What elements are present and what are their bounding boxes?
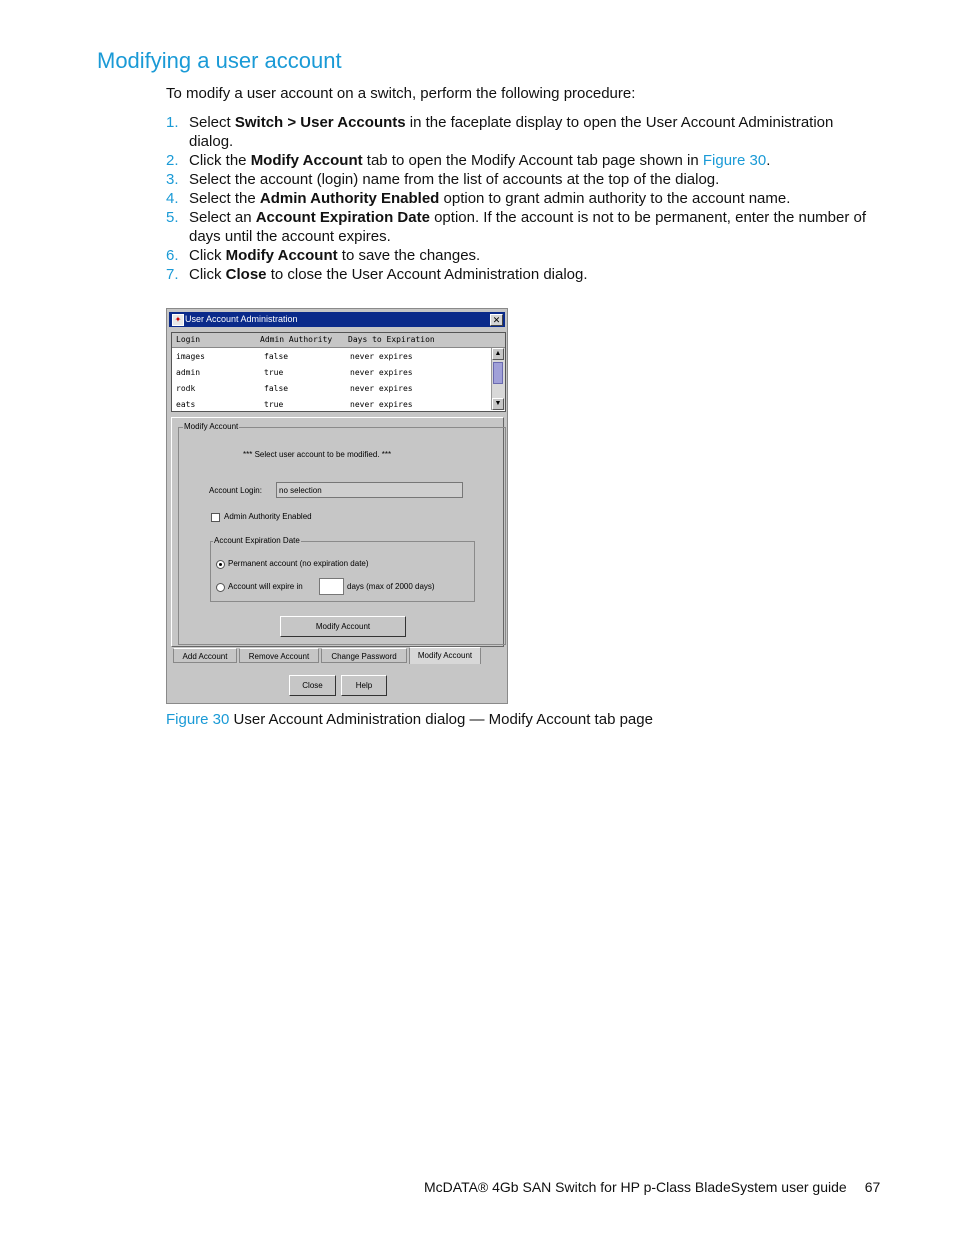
step-text: option to grant admin authority to the account name. (439, 190, 791, 207)
step-number: 2. (166, 152, 179, 169)
cell-login: images (176, 352, 205, 361)
page-footer (424, 1179, 880, 1195)
step-text: Click (189, 266, 226, 283)
step-1 (166, 113, 878, 151)
modify-account-button[interactable]: Modify Account (280, 616, 406, 637)
step-bold: Switch > User Accounts (234, 114, 406, 131)
page-number: 67 (864, 1179, 881, 1195)
tab-add-account[interactable]: Add Account (173, 648, 237, 663)
cell-admin: true (264, 400, 284, 409)
help-button[interactable]: Help (341, 675, 387, 696)
step-text: Click (189, 247, 226, 264)
cell-login: rodk (176, 384, 196, 393)
app-icon: ✦ (172, 314, 184, 326)
step-text: Select an (189, 209, 256, 226)
step-text: Select the account (login) name from the list of accounts at the top of the dialog. (189, 171, 720, 188)
cell-expiration: never expires (350, 400, 413, 409)
tab-change-password[interactable]: Change Password (321, 648, 407, 663)
scroll-thumb[interactable] (493, 362, 503, 384)
table-body (172, 349, 490, 411)
cell-admin: true (264, 368, 284, 377)
expire-radio-label[interactable]: Account will expire in (228, 582, 303, 591)
expiration-group-label: Account Expiration Date (214, 536, 300, 545)
admin-authority-checkbox[interactable] (211, 513, 220, 522)
step-2 (166, 151, 878, 170)
step-number: 6. (166, 247, 179, 264)
step-text: tab to open the Modify Account tab page shown in (362, 152, 703, 169)
column-header-expiration[interactable]: Days to Expiration (348, 335, 435, 344)
step-bold: Account Expiration Date (255, 209, 430, 226)
group-label: Modify Account (184, 422, 239, 431)
step-bold: Close (225, 266, 267, 283)
step-text: in the faceplate display to open the User Account Administration dialog. (189, 114, 834, 150)
step-7 (166, 265, 878, 284)
step-3 (166, 170, 878, 189)
step-text: option. If the account is not to be permanent, enter the number of days until the account expires. (189, 209, 867, 245)
tab-remove-account[interactable]: Remove Account (239, 648, 319, 663)
cell-admin: false (264, 384, 289, 393)
step-bold: Modify Account (225, 247, 338, 264)
table-scrollbar[interactable] (491, 348, 505, 410)
user-account-dialog (166, 308, 508, 704)
step-number: 4. (166, 190, 179, 207)
figure-number: Figure 30 (166, 711, 230, 728)
table-row[interactable] (172, 365, 490, 381)
step-number: 7. (166, 266, 179, 283)
figure-caption (166, 711, 653, 728)
step-number: 3. (166, 171, 179, 188)
days-label: days (max of 2000 days) (347, 582, 435, 591)
permanent-radio[interactable] (216, 560, 225, 569)
admin-authority-label[interactable]: Admin Authority Enabled (224, 512, 312, 521)
column-header-admin[interactable]: Admin Authority (260, 335, 333, 344)
cell-admin: false (264, 352, 289, 361)
step-number: 1. (166, 114, 179, 131)
expiration-group (210, 536, 475, 602)
account-login-label: Account Login: (209, 486, 262, 495)
dialog-title-bar[interactable] (169, 312, 505, 327)
step-5 (166, 208, 878, 246)
procedure-steps (166, 113, 878, 284)
expire-radio[interactable] (216, 583, 225, 592)
tab-modify-account[interactable]: Modify Account (409, 647, 481, 664)
permanent-radio-label[interactable]: Permanent account (no expiration date) (228, 559, 369, 568)
close-button[interactable]: Close (289, 675, 336, 696)
modify-account-tab-panel (171, 417, 504, 647)
step-number: 5. (166, 209, 179, 226)
figure-caption-text: User Account Administration dialog — Modify Account tab page (233, 711, 653, 728)
column-header-login[interactable]: Login (176, 335, 201, 344)
step-text: . (766, 152, 771, 169)
step-bold: Modify Account (250, 152, 363, 169)
cell-expiration: never expires (350, 368, 413, 377)
step-4 (166, 189, 878, 208)
days-input[interactable] (319, 578, 344, 595)
page-title: Modifying a user account (97, 48, 342, 73)
intro-text: To modify a user account on a switch, perform the following procedure: (166, 85, 636, 102)
table-row[interactable] (172, 349, 490, 365)
close-icon[interactable]: ✕ (490, 314, 503, 326)
footer-title: McDATA® 4Gb SAN Switch for HP p-Class BladeSystem user guide (424, 1179, 847, 1195)
step-text: to close the User Account Administration dialog. (266, 266, 588, 283)
selection-hint: *** Select user account to be modified. *** (243, 450, 392, 459)
cell-login: eats (176, 400, 196, 409)
step-6 (166, 246, 878, 265)
scroll-up-icon[interactable]: ▲ (492, 348, 504, 360)
step-text: to save the changes. (337, 247, 481, 264)
cell-expiration: never expires (350, 384, 413, 393)
cell-login: admin (176, 368, 201, 377)
accounts-table (171, 332, 506, 412)
step-text: Click the (189, 152, 251, 169)
scroll-down-icon[interactable]: ▼ (492, 398, 504, 410)
step-bold: Admin Authority Enabled (259, 190, 440, 207)
step-text: Select (189, 114, 235, 131)
dialog-tabs (171, 648, 504, 664)
cell-expiration: never expires (350, 352, 413, 361)
table-row[interactable] (172, 381, 490, 397)
step-text: Select the (189, 190, 260, 207)
account-login-field: no selection (276, 482, 463, 498)
dialog-title: User Account Administration (185, 314, 298, 324)
table-row[interactable] (172, 397, 490, 411)
table-header (172, 333, 505, 348)
figure-link[interactable]: Figure 30 (702, 152, 767, 169)
modify-account-group (178, 422, 506, 645)
